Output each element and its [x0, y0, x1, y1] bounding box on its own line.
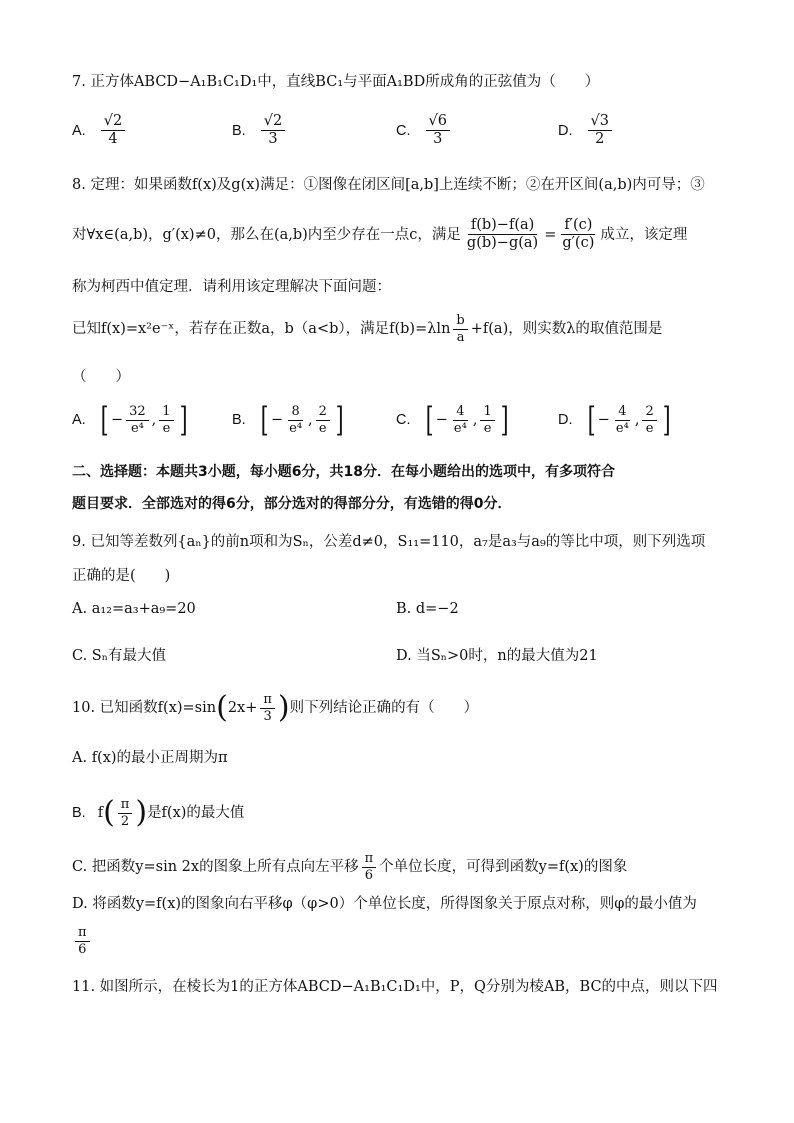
fraction-numerator: f′(c)	[561, 218, 595, 235]
minus-sign: −	[435, 412, 448, 428]
q8-line-2-tail: 成立，该定理	[600, 226, 688, 243]
q10-fraction	[260, 693, 275, 723]
fraction-numerator: 2	[316, 405, 330, 421]
fraction-numerator: π	[362, 852, 377, 868]
option-key: C.	[396, 412, 411, 428]
fraction-denominator: g(b)−g(a)	[466, 235, 539, 252]
right-bracket: ]	[662, 400, 671, 440]
q8-option-a[interactable]	[72, 400, 190, 440]
left-bracket: [	[587, 400, 596, 440]
q11-line-1: 11. 如图所示，在棱长为1的正方体ABCD−A₁B₁C₁D₁中，P，Q分别为棱AB，BC的中点，则以下四	[72, 979, 718, 995]
fraction-numerator: π	[75, 926, 90, 942]
left-paren: (	[216, 690, 228, 726]
interval-upper	[642, 405, 656, 435]
interval	[585, 400, 673, 440]
option-fraction	[261, 114, 285, 147]
fraction-numerator: π	[260, 693, 275, 709]
q9-option-a[interactable]: A. a₁₂=a₃+a₉=20	[72, 601, 196, 617]
cauchy-fraction-right	[559, 218, 597, 251]
fraction-numerator: 2	[642, 405, 656, 421]
q7-option-a[interactable]	[72, 114, 128, 147]
fraction-numerator: 8	[288, 405, 302, 421]
option-fraction	[101, 114, 125, 147]
fraction-denominator: 3	[433, 131, 443, 148]
fraction-denominator: a	[456, 329, 465, 345]
fraction-denominator: 3	[263, 708, 272, 724]
option-key: B.	[72, 805, 86, 822]
section-2-heading-cont: 题目要求．全部选对的得6分，部分选对的得部分分，有选错的得0分．	[72, 496, 512, 512]
fraction-denominator: e	[318, 420, 327, 436]
q10-b-fraction	[118, 798, 133, 828]
q8-line-2-text: 对∀x∈(a,b)，g′(x)≠0，那么在(a,b)内至少存在一点c，满足	[72, 226, 461, 243]
left-paren: (	[103, 795, 115, 831]
interval	[423, 400, 511, 440]
ln-fraction	[453, 314, 467, 344]
left-bracket: [	[425, 400, 434, 440]
cauchy-fraction-left	[464, 218, 541, 251]
interval-lower	[613, 405, 632, 435]
interval-upper	[480, 405, 494, 435]
comma: ,	[634, 412, 640, 428]
section-2-heading: 二、选择题：本题共3小题，每小题6分，共18分．在每小题给出的选项中，有多项符合	[72, 464, 615, 480]
comma: ,	[308, 412, 313, 428]
minus-sign: −	[270, 412, 284, 428]
q10-c-fraction	[362, 852, 377, 882]
fraction-denominator: g′(c)	[562, 235, 595, 252]
minus-sign: −	[597, 412, 610, 428]
fraction-numerator: √2	[101, 114, 125, 131]
q10-d-fraction	[75, 926, 90, 956]
left-bracket: [	[100, 400, 109, 440]
q8-option-b[interactable]	[232, 400, 346, 440]
q7-option-d[interactable]	[558, 114, 615, 147]
option-fraction	[426, 114, 450, 147]
fraction-denominator: 4	[108, 131, 118, 148]
left-bracket: [	[260, 400, 269, 440]
fraction-denominator: e	[645, 420, 654, 436]
q10-option-a[interactable]: A. f(x)的最小正周期为π	[72, 750, 228, 766]
fraction-denominator: e⁴	[615, 420, 629, 436]
fraction-numerator: 1	[480, 405, 494, 421]
fraction-numerator: √3	[588, 114, 612, 131]
q8-option-d[interactable]	[558, 400, 673, 440]
q10-b-fn: f	[97, 805, 104, 822]
comma: ,	[472, 412, 478, 428]
fraction-numerator: 1	[159, 405, 173, 421]
right-bracket: ]	[335, 400, 344, 440]
fraction-denominator: e⁴	[453, 420, 467, 436]
comma: ,	[151, 412, 157, 428]
fraction-denominator: 2	[595, 131, 605, 148]
q8-line-5: （ ）	[72, 369, 130, 385]
fraction-denominator: e	[483, 420, 492, 436]
right-bracket: ]	[500, 400, 509, 440]
minus-sign: −	[110, 412, 124, 428]
fraction-denominator: 3	[268, 131, 278, 148]
fraction-denominator: 6	[364, 867, 373, 883]
fraction-denominator: e⁴	[130, 420, 144, 436]
q7-option-c[interactable]	[396, 114, 453, 147]
option-key: B.	[232, 122, 246, 139]
option-key: B.	[232, 412, 246, 428]
interval-lower	[126, 405, 149, 435]
q10-stem-tail: 则下列结论正确的有（ ）	[289, 700, 479, 717]
fraction-denominator: 6	[78, 941, 87, 957]
option-key: A.	[72, 122, 86, 139]
fraction-numerator: π	[118, 798, 133, 814]
q8-line-4-tail: +f(a)，则实数λ的取值范围是	[470, 321, 663, 338]
equals-sign: =	[544, 226, 557, 243]
q8-option-c[interactable]	[396, 400, 511, 440]
q7-stem: 7. 正方体ABCD−A₁B₁C₁D₁中，直线BC₁与平面A₁BD所成角的正弦值为（ ）	[72, 74, 600, 90]
fraction-numerator: b	[453, 314, 467, 330]
q8-line-3: 称为柯西中值定理．请利用该定理解决下面问题：	[72, 279, 391, 295]
fraction-numerator: f(b)−f(a)	[468, 218, 537, 235]
fraction-denominator: e	[162, 420, 171, 436]
fraction-denominator: 2	[120, 813, 130, 829]
fraction-numerator: √6	[426, 114, 450, 131]
fraction-numerator: √2	[261, 114, 285, 131]
q10-c-tail: 个单位长度，可得到函数y=f(x)的图象	[379, 859, 628, 876]
q8-line-4-text: 已知f(x)=x²e⁻ˣ，若存在正数a，b（a<b），满足f(b)=λln	[72, 321, 451, 338]
q8-line-2	[72, 218, 687, 251]
q10-stem-text: 10. 已知函数f(x)=sin	[72, 700, 217, 717]
option-key: D.	[558, 412, 573, 428]
q10-option-b[interactable]	[72, 795, 245, 831]
q7-option-b[interactable]	[232, 114, 288, 147]
fraction-denominator: e⁴	[289, 420, 303, 436]
q10-b-tail: 是f(x)的最大值	[147, 805, 245, 822]
q10-option-c[interactable]	[72, 852, 627, 882]
q10-c-text: C. 把函数y=sin 2x的图象上所有点向左平移	[72, 859, 359, 876]
interval	[258, 400, 346, 440]
q10-arg: 2x+	[227, 700, 258, 717]
q9-option-c[interactable]: C. Sₙ有最大值	[72, 648, 167, 664]
q9-line-1: 9. 已知等差数列{aₙ}的前n项和为Sₙ，公差d≠0，S₁₁=110，a₇是a₃与a₉的等比中项，则下列选项	[72, 534, 706, 550]
q9-option-d[interactable]: D. 当Sₙ>0时，n的最大值为21	[396, 648, 598, 664]
q8-line-1: 8. 定理：如果函数f(x)及g(x)满足：①图像在闭区间[a,b]上连续不断；②在开区间(a,b)内可导；③	[72, 177, 705, 193]
option-key: D.	[558, 122, 573, 139]
interval	[98, 400, 190, 440]
fraction-numerator: 32	[126, 405, 149, 421]
fraction-numerator: 4	[615, 405, 629, 421]
right-bracket: ]	[179, 400, 188, 440]
interval-lower	[286, 405, 305, 435]
q9-option-b[interactable]: B. d=−2	[396, 601, 459, 617]
right-paren: )	[135, 795, 148, 831]
interval-upper	[159, 405, 173, 435]
q10-option-d[interactable]: D. 将函数y=f(x)的图象向右平移φ（φ>0）个单位长度，所得图象关于原点对称，则φ的最小值为	[72, 896, 697, 912]
option-key: C.	[396, 122, 411, 139]
q10-stem	[72, 690, 479, 726]
option-fraction	[588, 114, 612, 147]
interval-lower	[451, 405, 470, 435]
q9-line-2: 正确的是( )	[72, 568, 171, 584]
option-key: A.	[72, 412, 86, 428]
interval-upper	[316, 405, 330, 435]
right-paren: )	[277, 690, 290, 726]
q8-line-4	[72, 314, 662, 344]
fraction-numerator: 4	[453, 405, 467, 421]
